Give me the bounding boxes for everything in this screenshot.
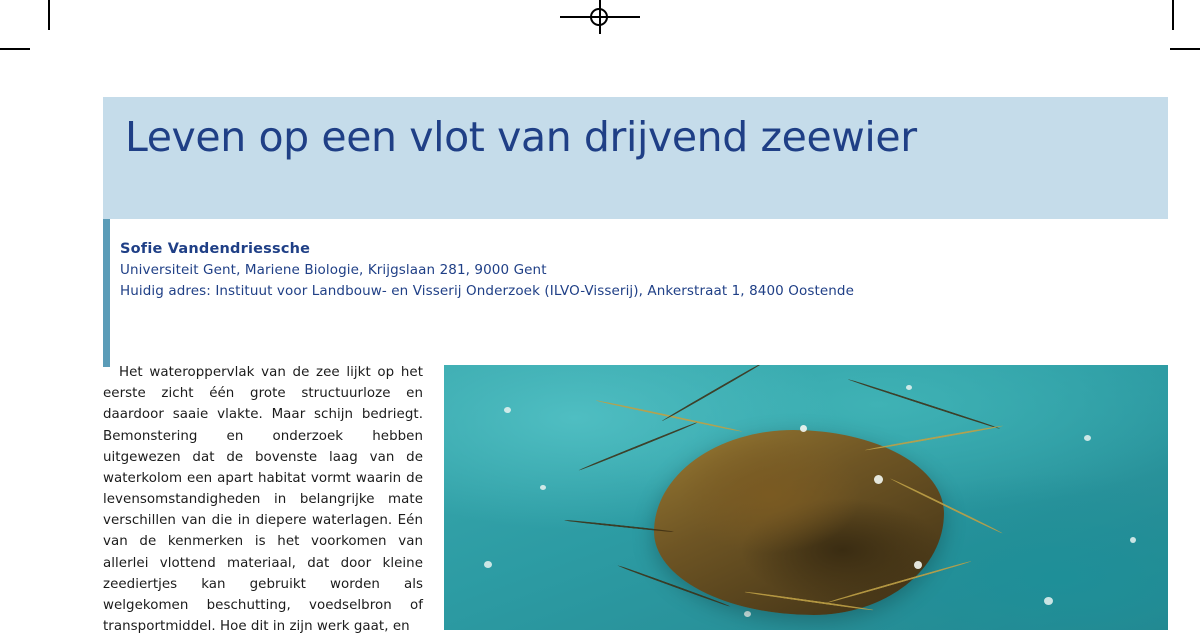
byline [120,241,1100,301]
photo-speck [504,407,511,413]
photo-highlight [800,425,807,432]
author-name: Sofie Vandendriessche [120,241,311,257]
seaweed-strand [865,425,1003,451]
seaweed-raft [594,385,994,620]
photo-speck [1044,597,1053,605]
photo-speck [484,561,492,568]
article-body-column [103,362,423,637]
article-photo [444,365,1168,630]
page-title: Leven op een vlot van drijvend zeewier [125,113,917,161]
article-paragraph: Het wateroppervlak van de zee lijkt op het eerste zicht één grote structuurloze en daardoor saaie vlakte. Maar schijn bedriegt. Bemonstering en onderzoek hebben uitgewezen dat de bovenste laag van de waterkolom een apart habitat vormt waarin de levensomstandigheden in belangrijke mate verschillen van die in diepere waterlagen. Eén van de kenmerken is het voorkomen van allerlei vlottend materiaal, dat door kleine zeediertjes kan gebruikt worden als welgekomen beschutting, voedselbron of transportmiddel. Hoe dit in zijn werk gaat, en [103,365,423,635]
seaweed-strand [578,421,699,472]
seaweed-strand [848,378,1001,429]
photo-speck [540,485,546,490]
author-affiliation-line2: Huidig adres: Instituut voor Landbouw- en Visserij Onderzoek (ILVO-Visserij), Ankerstraat 1, 8400 Oostende [120,282,854,299]
title-banner [103,97,1168,219]
photo-highlight [914,561,922,569]
author-affiliation-line1: Universiteit Gent, Mariene Biologie, Krijgslaan 281, 9000 Gent [120,262,547,278]
seaweed-clump [654,430,944,615]
photo-speck [1130,537,1136,543]
photo-speck [1084,435,1091,441]
photo-highlight [874,475,883,484]
